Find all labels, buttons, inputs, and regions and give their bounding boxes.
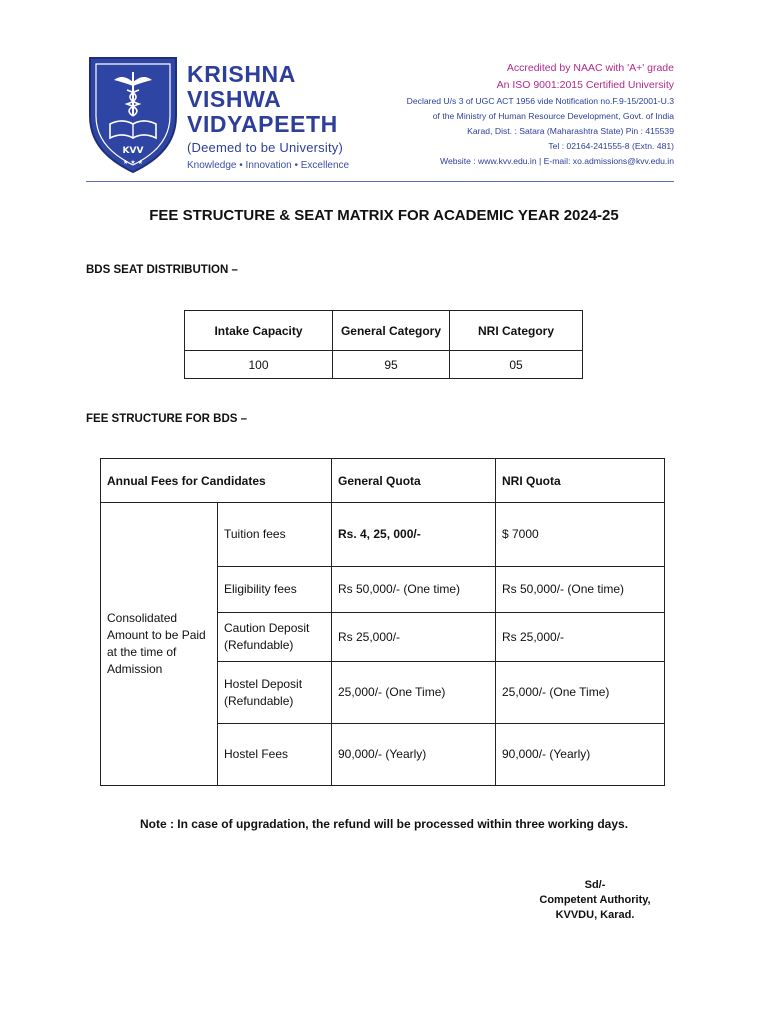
address-line: Karad, Dist. : Satara (Maharashtra State) Pin : 415539 <box>467 126 674 136</box>
iso-certification: An ISO 9001:2015 Certified University <box>496 79 674 91</box>
header-annual-fees: Annual Fees for Candidates <box>101 459 332 503</box>
svg-text:★ ★ ★: ★ ★ ★ <box>123 159 143 166</box>
fee-item: Caution Deposit (Refundable) <box>218 613 332 662</box>
brand-tagline: Knowledge • Innovation • Excellence <box>187 160 350 171</box>
signature-sd: Sd/- <box>584 879 606 891</box>
table-row <box>185 351 583 379</box>
general-amount: Rs 25,000/- <box>332 613 496 662</box>
table-header-row <box>185 311 583 351</box>
fee-item: Tuition fees <box>218 503 332 567</box>
header-divider <box>86 181 674 182</box>
university-brand <box>187 62 349 173</box>
accreditation-block <box>354 60 674 169</box>
fee-item: Hostel Deposit (Refundable) <box>218 662 332 724</box>
contact-separator: | <box>539 156 542 166</box>
brand-line-3: VIDYAPEETH <box>187 111 338 137</box>
ministry-line: of the Ministry of Human Resource Development, Govt. of India <box>432 111 674 121</box>
nri-amount: $ 7000 <box>496 503 665 567</box>
telephone-line: Tel : 02164-241555-8 (Extn. 481) <box>548 141 674 151</box>
nri-amount: 90,000/- (Yearly) <box>496 724 665 786</box>
table-header-row <box>101 459 665 503</box>
header-general-quota: General Quota <box>332 459 496 503</box>
nri-value: 05 <box>450 351 583 379</box>
general-amount: 90,000/- (Yearly) <box>332 724 496 786</box>
header-nri: NRI Category <box>450 311 583 351</box>
header-general: General Category <box>333 311 450 351</box>
refund-note: Note : In case of upgradation, the refund will be processed within three working days. <box>139 817 629 831</box>
fee-item: Eligibility fees <box>218 567 332 613</box>
website-link[interactable]: Website : www.kvv.edu.in <box>439 156 537 166</box>
intake-value: 100 <box>185 351 333 379</box>
general-amount: Rs 50,000/- (One time) <box>332 567 496 613</box>
fee-section-label: FEE STRUCTURE FOR BDS – <box>86 413 248 425</box>
general-value: 95 <box>333 351 450 379</box>
signature-block <box>520 878 670 923</box>
ugc-declaration: Declared U/s 3 of UGC ACT 1956 vide Notification no.F.9-15/2001-U.3 <box>406 96 674 106</box>
header-nri-quota: NRI Quota <box>496 459 665 503</box>
table-row <box>101 503 665 567</box>
naac-accreditation: Accredited by NAAC with 'A+' grade <box>506 62 674 74</box>
general-amount: Rs. 4, 25, 000/- <box>332 503 496 567</box>
header-intake: Intake Capacity <box>185 311 333 351</box>
email-link[interactable]: E-mail: xo.admissions@kvv.edu.in <box>543 156 674 166</box>
nri-amount: Rs 50,000/- (One time) <box>496 567 665 613</box>
general-amount: 25,000/- (One Time) <box>332 662 496 724</box>
university-logo-icon <box>86 54 180 174</box>
fee-structure-table <box>100 458 665 786</box>
nri-amount: Rs 25,000/- <box>496 613 665 662</box>
brand-subtitle: (Deemed to be University) <box>187 140 343 155</box>
contact-line <box>354 154 674 169</box>
brand-line-1: KRISHNA <box>187 61 296 87</box>
brand-line-2: VISHWA <box>187 86 282 112</box>
logo-text: KVV <box>122 146 144 156</box>
fee-item: Hostel Fees <box>218 724 332 786</box>
signature-authority: Competent Authority, <box>539 894 651 906</box>
seat-section-label: BDS SEAT DISTRIBUTION – <box>86 264 238 276</box>
consolidated-group-label: Consolidated Amount to be Paid at the time of Admission <box>101 503 218 786</box>
signature-office: KVVDU, Karad. <box>555 909 635 921</box>
seat-distribution-table <box>184 310 583 379</box>
document-title: FEE STRUCTURE & SEAT MATRIX FOR ACADEMIC YEAR 2024-25 <box>149 207 619 224</box>
nri-amount: 25,000/- (One Time) <box>496 662 665 724</box>
